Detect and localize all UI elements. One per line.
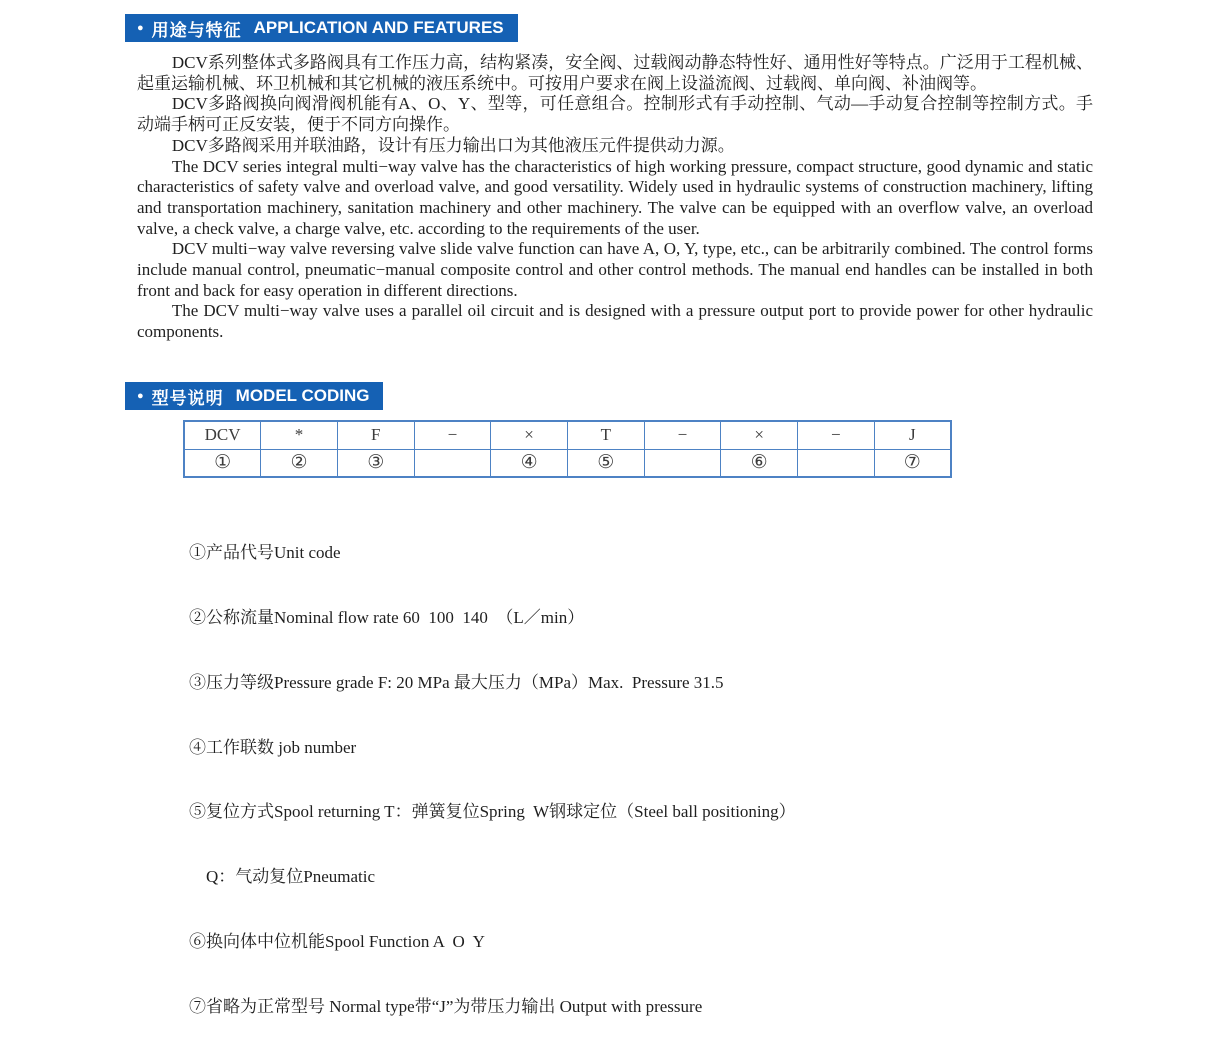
note-line-3: ③压力等级Pressure grade F: 20 MPa 最大压力（MPa）Max. Pressure 31.5 <box>189 672 724 692</box>
bullet-icon: ● <box>137 22 144 34</box>
note-line-5: ⑤复位方式Spool returning T：弹簧复位Spring W钢球定位（Steel ball positioning） <box>189 802 796 822</box>
model-coding-table-wrap <box>183 420 952 478</box>
coding-cell-symbol: × <box>721 421 798 449</box>
paragraph-en-1: The DCV series integral multi−way valve has the characteristics of high working pressure, compact structure, good dynamic and static characteristics of safety valve and overload valve, and good versatility. Widely used in hydraulic systems of construction machinery, lifting and transportation machinery, sanitation machinery and other machinery. The valve can be equipped with an overflow valve, an overload valve, a check valve, a charge valve, etc. according to the requirements of the user. <box>137 156 1093 238</box>
application-body-text <box>137 53 1093 343</box>
coding-cell-position: ⑤ <box>567 449 644 477</box>
note-line-7: ⑦省略为正常型号 Normal type带“J”为带压力输出 Output with pressure <box>189 996 703 1016</box>
paragraph-zh-1: DCV系列整体式多路阀具有工作压力高，结构紧凑，安全阀、过载阀动静态特性好、通用性好等特点。广泛用于工程机械、起重运输机械、环卫机械和其它机械的液压系统中。可按用户要求在阀上设溢流阀、过载阀、单向阀、补油阀等。 <box>137 53 1093 93</box>
paragraph-en-3: The DCV multi−way valve uses a parallel oil circuit and is designed with a pressure output port to provide power for other hydraulic components. <box>137 301 1093 342</box>
section-title-zh: 用途与特征 <box>151 20 242 40</box>
coding-cell-position <box>414 449 491 477</box>
coding-cell-symbol: − <box>798 421 875 449</box>
note-line-1: ①产品代号Unit code <box>189 543 341 563</box>
section-title-en: MODEL CODING <box>235 386 370 405</box>
coding-cell-symbol: J <box>874 421 951 449</box>
note-line-5-continued: Q：气动复位Pneumatic <box>206 867 376 887</box>
coding-cell-position: ⑥ <box>721 449 798 477</box>
coding-positions-row <box>184 449 951 477</box>
coding-cell-position: ④ <box>491 449 568 477</box>
coding-cell-symbol: − <box>644 421 721 449</box>
model-coding-notes <box>189 499 796 1060</box>
paragraph-en-2: DCV multi−way valve reversing valve slide valve function can have A, O, Y, type, etc., can be arbitrarily combined. The control forms include manual control, pneumatic−manual composite control and other control methods. The manual end handles can be installed in both front and back for easy operation in different directions. <box>137 239 1093 300</box>
coding-cell-symbol: × <box>491 421 568 449</box>
coding-symbols-row <box>184 421 951 449</box>
coding-cell-position <box>644 449 721 477</box>
note-line-6: ⑥换向体中位机能Spool Function A O Y <box>189 931 485 951</box>
section-title-zh: 型号说明 <box>151 388 224 408</box>
coding-cell-position: ② <box>261 449 338 477</box>
model-coding-table <box>183 420 952 478</box>
coding-cell-position: ⑦ <box>874 449 951 477</box>
note-line-2: ②公称流量Nominal flow rate 60 100 140 （L／min） <box>189 607 585 627</box>
section-title-en: APPLICATION AND FEATURES <box>253 18 504 37</box>
coding-cell-position <box>798 449 875 477</box>
paragraph-zh-3: DCV多路阀采用并联油路，设计有压力输出口为其他液压元件提供动力源。 <box>171 135 735 155</box>
coding-cell-symbol: − <box>414 421 491 449</box>
coding-cell-symbol: DCV <box>184 421 261 449</box>
coding-cell-symbol: T <box>567 421 644 449</box>
section-header-application <box>125 14 518 42</box>
coding-cell-position: ① <box>184 449 261 477</box>
note-line-4: ④工作联数 job number <box>189 737 357 757</box>
coding-cell-position: ③ <box>337 449 414 477</box>
coding-cell-symbol: * <box>261 421 338 449</box>
bullet-icon: ● <box>137 390 144 402</box>
coding-cell-symbol: F <box>337 421 414 449</box>
section-header-model-coding <box>125 382 383 410</box>
paragraph-zh-2: DCV多路阀换向阀滑阀机能有A、O、Y、型等，可任意组合。控制形式有手动控制、气动—手动复合控制等控制方式。手动端手柄可正反安装，便于不同方向操作。 <box>137 94 1093 135</box>
